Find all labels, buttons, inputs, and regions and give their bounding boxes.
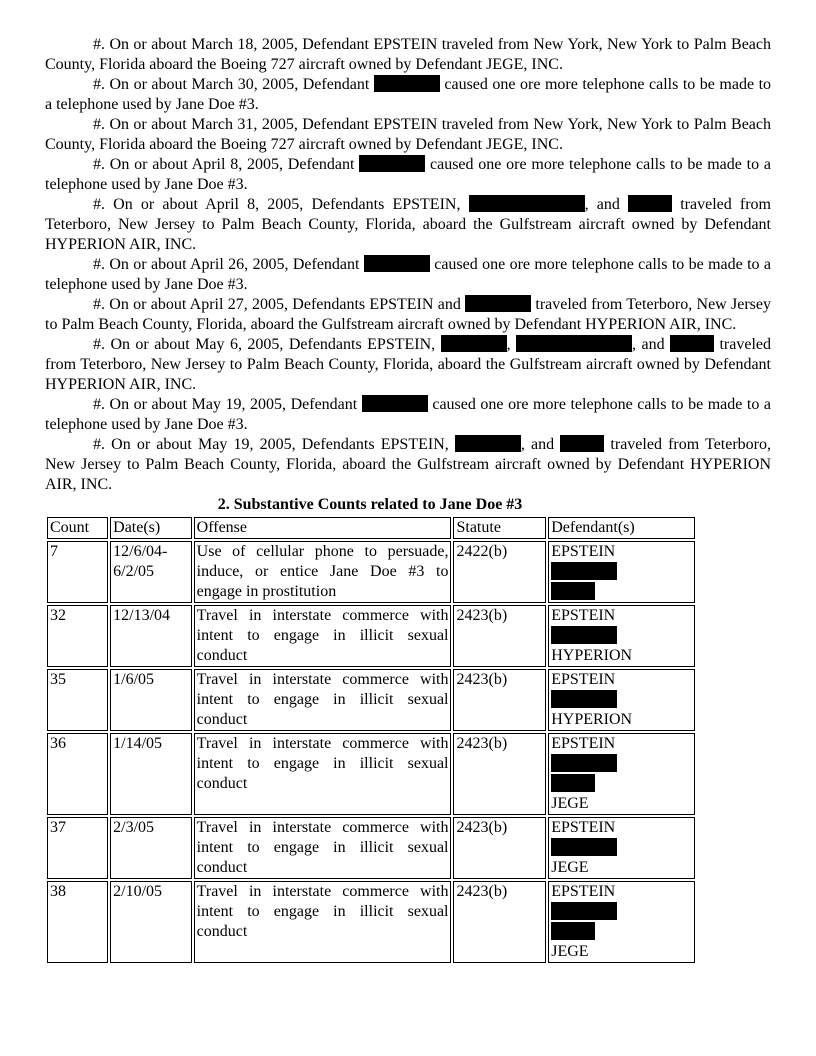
table-row — [47, 669, 695, 731]
defendant-name: EPSTEIN — [551, 819, 616, 836]
redaction-block — [516, 335, 632, 352]
paragraph-1: #. On or about March 18, 2005, Defendant EPSTEIN traveled from New York, New York to Palm Beach County, Florida aboard the Boeing 727 aircraft owned by Defendant JEGE, INC. — [45, 36, 771, 73]
offense-cell: Travel in interstate commerce with intent to engage in illicit sexual conduct — [194, 817, 452, 879]
offense-cell: Travel in interstate commerce with intent to engage in illicit sexual conduct — [194, 881, 452, 963]
redaction-block — [551, 838, 617, 856]
defendant-name: HYPERION — [551, 711, 633, 728]
defendants-cell — [548, 541, 695, 603]
redaction-block — [551, 626, 617, 644]
dates-cell: 12/6/04-6/2/05 — [110, 541, 192, 603]
redaction-block — [628, 195, 672, 212]
dates-cell: 1/14/05 — [110, 733, 192, 815]
redaction-block — [441, 335, 507, 352]
table-row — [47, 733, 695, 815]
paragraph-6: #. On or about April 26, 2005, Defendant caused one ore more telephone calls to be made to a telephone used by Jane Doe #3. — [45, 256, 772, 293]
defendant-name: JEGE — [551, 943, 589, 960]
redaction-block — [551, 582, 595, 600]
statute-cell: 2423(b) — [453, 817, 546, 879]
defendant-name: EPSTEIN — [551, 607, 616, 624]
redaction-block — [359, 155, 425, 172]
paragraph-2: #. On or about March 30, 2005, Defendant caused one ore more telephone calls to be made to a telephone used by Jane Doe #3. — [45, 76, 772, 113]
table-row — [47, 605, 695, 667]
count-cell: 7 — [47, 541, 108, 603]
defendants-cell — [548, 605, 695, 667]
redaction-block — [560, 435, 604, 452]
redaction-block — [551, 690, 617, 708]
defendants-cell — [548, 817, 695, 879]
dates-cell: 2/10/05 — [110, 881, 192, 963]
paragraph-5: #. On or about April 8, 2005, Defendants EPSTEIN, , and traveled from Teterboro, New Jersey to Palm Beach County, Florida, aboard the Gulfstream aircraft owned by Defendant HYPERION AIR, INC. — [45, 196, 772, 253]
paragraph-4: #. On or about April 8, 2005, Defendant caused one ore more telephone calls to be made to a telephone used by Jane Doe #3. — [45, 156, 771, 193]
redaction-block — [670, 335, 714, 352]
table-row — [47, 817, 695, 879]
defendant-name: HYPERION — [551, 647, 633, 664]
redaction-block — [364, 255, 430, 272]
statute-cell: 2423(b) — [453, 669, 546, 731]
defendants-cell — [548, 881, 695, 963]
defendant-name: EPSTEIN — [551, 671, 616, 688]
redaction-block — [551, 774, 595, 792]
offense-cell: Travel in interstate commerce with intent to engage in illicit sexual conduct — [194, 733, 452, 815]
defendant-name: JEGE — [551, 795, 589, 812]
offense-cell: Use of cellular phone to persuade, induce, or entice Jane Doe #3 to engage in prostitution — [194, 541, 452, 603]
count-cell: 32 — [47, 605, 108, 667]
offense-cell: Travel in interstate commerce with intent to engage in illicit sexual conduct — [194, 605, 452, 667]
statute-cell: 2423(b) — [453, 881, 546, 963]
redaction-block — [551, 754, 617, 772]
redaction-block — [374, 75, 440, 92]
header-offense: Offense — [194, 517, 452, 539]
defendant-name: EPSTEIN — [551, 883, 616, 900]
redaction-block — [465, 295, 531, 312]
count-cell: 36 — [47, 733, 108, 815]
dates-cell: 12/13/04 — [110, 605, 192, 667]
offense-cell: Travel in interstate commerce with intent to engage in illicit sexual conduct — [194, 669, 452, 731]
section-heading: 2. Substantive Counts related to Jane Doe #3 — [217, 496, 523, 513]
count-cell: 38 — [47, 881, 108, 963]
table-header-row — [47, 517, 695, 539]
table-row — [47, 541, 695, 603]
defendant-name: EPSTEIN — [551, 735, 616, 752]
table-row — [47, 881, 695, 963]
redaction-block — [362, 395, 428, 412]
defendant-name: EPSTEIN — [551, 543, 616, 560]
statute-cell: 2423(b) — [453, 733, 546, 815]
count-cell: 35 — [47, 669, 108, 731]
header-dates: Date(s) — [110, 517, 192, 539]
paragraph-9: #. On or about May 19, 2005, Defendant caused one ore more telephone calls to be made to a telephone used by Jane Doe #3. — [45, 396, 772, 433]
statute-cell: 2422(b) — [453, 541, 546, 603]
header-statute: Statute — [453, 517, 546, 539]
count-cell: 37 — [47, 817, 108, 879]
redaction-block — [455, 435, 521, 452]
paragraph-10: #. On or about May 19, 2005, Defendants EPSTEIN, , and traveled from Teterboro, New Jersey to Palm Beach County, Florida, aboard the Gulfstream aircraft owned by Defendant HYPERION AIR, INC. — [45, 436, 771, 493]
defendants-cell — [548, 669, 695, 731]
paragraph-7: #. On or about April 27, 2005, Defendants EPSTEIN and traveled from Teterboro, New Jersey to Palm Beach County, Florida, aboard the Gulfstream aircraft owned by Defendant HYPERION AIR, INC. — [45, 296, 771, 333]
redaction-block — [551, 922, 595, 940]
document-page — [45, 35, 771, 965]
redaction-block — [469, 195, 585, 212]
redaction-block — [551, 902, 617, 920]
defendants-cell — [548, 733, 695, 815]
paragraph-3: #. On or about March 31, 2005, Defendant EPSTEIN traveled from New York, New York to Palm Beach County, Florida aboard the Boeing 727 aircraft owned by Defendant JEGE, INC. — [45, 116, 771, 153]
header-defendants: Defendant(s) — [548, 517, 695, 539]
dates-cell: 1/6/05 — [110, 669, 192, 731]
header-count: Count — [47, 517, 108, 539]
paragraph-8: #. On or about May 6, 2005, Defendants EPSTEIN, , , and traveled from Teterboro, New Jersey to Palm Beach County, Florida, aboard the Gulfstream aircraft owned by Defendant HYPERION AIR, INC. — [45, 336, 772, 393]
counts-table — [45, 515, 697, 965]
redaction-block — [551, 562, 617, 580]
dates-cell: 2/3/05 — [110, 817, 192, 879]
statute-cell: 2423(b) — [453, 605, 546, 667]
defendant-name: JEGE — [551, 859, 589, 876]
